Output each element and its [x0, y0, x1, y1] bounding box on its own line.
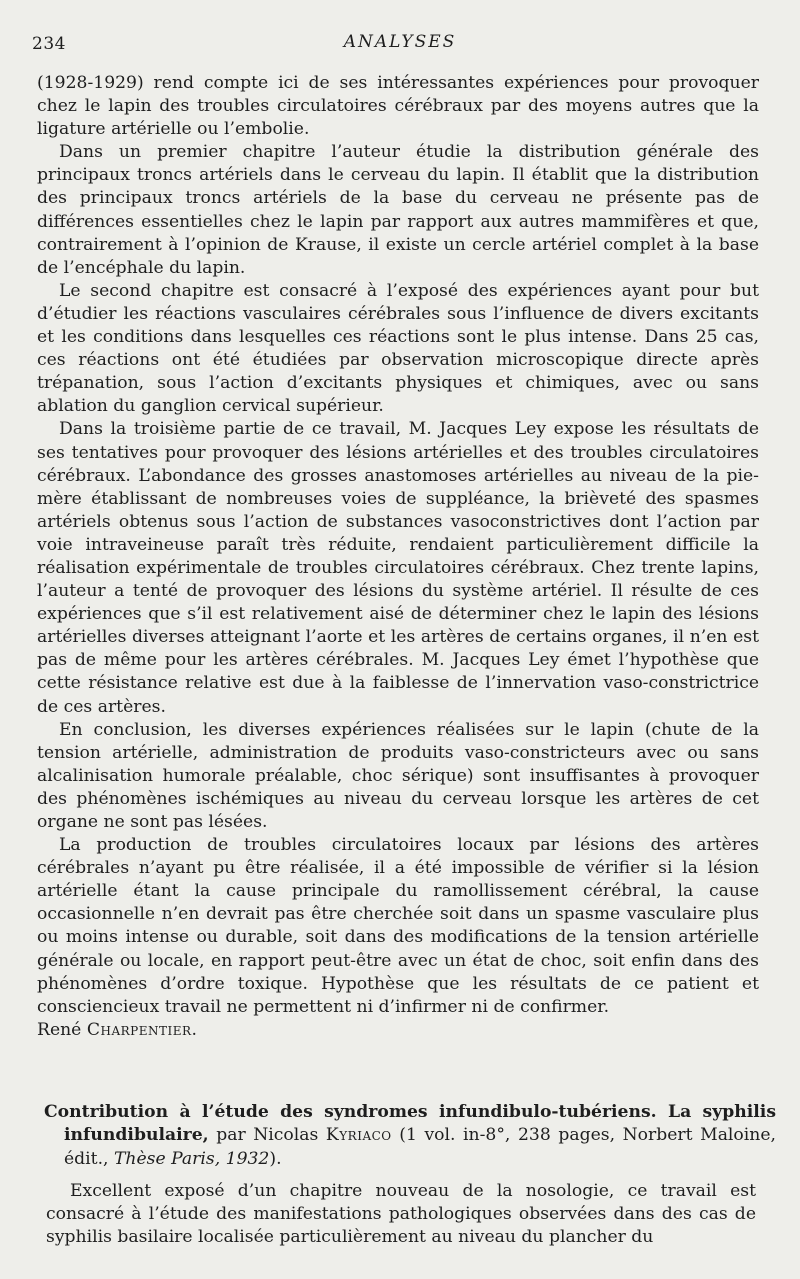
next-article-thesis: Thèse Paris, 1932 [113, 1148, 270, 1169]
reviewer-signature [37, 1019, 759, 1042]
next-article-title: Contribution à l’étude des syndromes infundibulo-tubériens. La syphilis infundibulaire, [44, 1102, 776, 1146]
next-article-author: Kyriaco [325, 1125, 392, 1146]
review-body [37, 72, 759, 1042]
paragraph: Excellent exposé d’un chapitre nouveau de la nosologie, ce travail est consacré à l’étude des manifestations pathologiques observées dans des cas de syphilis basilaire localisée particulièrement au niveau du plancher du [46, 1181, 756, 1248]
paragraph: Dans la troisième partie de ce travail, M. Jacques Ley expose les résultats de ses tentatives pour provoquer des lésions artérielles et des troubles circulatoires cérébraux. L’abondance des grosses anastomoses artérielles au niveau de la pie-mère établissant de nombreuses voies de suppléance, la brièveté des spasmes artériels obtenus sous l’action de substances vasoconstrictives dont l’action par voie intraveineuse paraît très réduite, rendaient particulièrement difficile la réalisation expérimentale de troubles circulatoires cérébraux. Chez trente lapins, l’auteur a tenté de provoquer des lésions du système artériel. Il résulte de ces expériences que s’il est relativement aisé de déterminer chez le lapin des lésions artérielles diverses atteignant l’aorte et les artères de certains organes, il n’en est pas de même pour les artères cérébrales. M. Jacques Ley émet l’hypothèse que cette résistance relative est due à la faiblesse de l’innervation vaso-constrictrice de ces artères. [37, 419, 759, 717]
next-article-body [46, 1180, 756, 1249]
paragraph: Le second chapitre est consacré à l’exposé des expériences ayant pour but d’étudier les réactions vasculaires cérébrales sous l’influence de divers excitants et les conditions dans lesquelles ces réactions sont le plus intense. Dans 25 cas, ces réactions ont été étudiées par observation microscopique directe après trépanation, sous l’action d’excitants physiques et chimiques, avec ou sans ablation du ganglion cervical supérieur. [37, 280, 759, 417]
next-article-heading [44, 1101, 776, 1171]
page-number: 234 [32, 34, 66, 54]
running-title: ANALYSES [343, 32, 457, 52]
next-article-details-end: ). [269, 1148, 282, 1169]
paragraph: La production de troubles circulatoires locaux par lésions des artères cérébrales n’ayant pu être réalisée, il a été impossible de vérifier si la lésion artérielle étant la cause principale du ramollissement cérébral, la cause occasionnelle n’en devrait pas être cherchée soit dans un spasme vasculaire plus ou moins intense ou durable, soit dans des modifications de la tension artérielle générale ou locale, en rapport peut-être avec un état de choc, soit enfin dans des phénomènes d’ordre toxique. Hypothèse que les résultats de ce patient et consciencieux travail ne permettent ni d’infirmer ni de confirmer. [37, 835, 759, 1017]
paragraph: (1928-1929) rend compte ici de ses intéressantes expériences pour provoquer chez le lapin des troubles circulatoires cérébraux par des moyens autres que la ligature artérielle ou l’embolie. [37, 73, 759, 140]
signature-first-name: René [37, 1019, 82, 1040]
signature-last-name: Charpentier. [86, 1019, 198, 1040]
paragraph: En conclusion, les diverses expériences réalisées sur le lapin (chute de la tension artérielle, administration de produits vaso-constricteurs avec ou sans alcalinisation humorale préalable, choc sérique) sont insuffisantes à provoquer des phénomènes ischémiques au niveau du cerveau lorsque les artères de cet organe ne sont pas lésées. [37, 719, 759, 832]
next-article-details: (1 vol. in-8°, 238 pages, Norbert Maloine, édit., [64, 1125, 776, 1169]
next-article-by: par Nicolas [216, 1125, 319, 1146]
paragraph: Dans un premier chapitre l’auteur étudie la distribution générale des principaux troncs artériels dans le cerveau du lapin. Il établit que la distribution des principaux troncs artériels de la base du cerveau ne présente pas de différences essentielles chez le lapin par rapport aux autres mammifères et que, contrairement à l’opinion de Krause, il existe un cercle artériel complet à la base de l’encéphale du lapin. [37, 142, 759, 278]
